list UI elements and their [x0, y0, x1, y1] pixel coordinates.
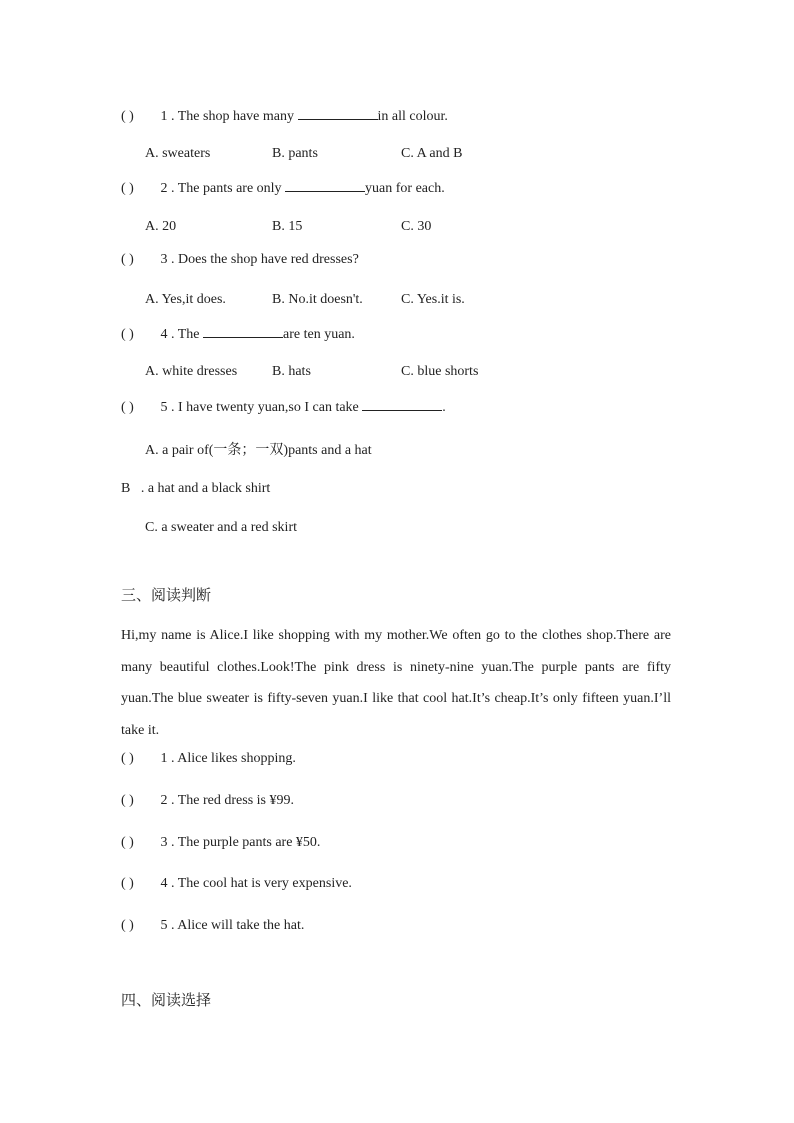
statement-number: 2	[160, 793, 168, 808]
question-text-after: are ten yuan.	[283, 327, 355, 342]
question-number: 1	[160, 109, 168, 124]
option-a[interactable]: A. a pair of(一条；一双)pants and a hat	[145, 443, 372, 458]
answer-paren[interactable]: ( )	[121, 876, 134, 891]
question-text-after: yuan for each.	[365, 181, 445, 196]
question-text: I have twenty yuan,so I can take	[178, 400, 359, 415]
option-b[interactable]: B. pants	[272, 146, 318, 161]
answer-paren[interactable]: ( )	[121, 252, 134, 267]
answer-paren[interactable]: ( )	[121, 181, 134, 196]
statement-3: ( ) 3 . The purple pants are ¥50.	[121, 835, 321, 850]
question-3: ( ) 3 . Does the shop have red dresses?	[121, 252, 359, 267]
option-c[interactable]: C. blue shorts	[401, 364, 479, 379]
answer-blank[interactable]	[298, 107, 378, 120]
answer-paren[interactable]: ( )	[121, 793, 134, 808]
statement-text: The purple pants are ¥50.	[177, 835, 321, 850]
question-1: ( ) 1 . The shop have many in all colour.	[121, 109, 448, 124]
section-heading: 三、阅读判断	[121, 586, 212, 604]
answer-paren[interactable]: ( )	[121, 109, 134, 124]
question-number: 5	[160, 400, 168, 415]
statement-number: 3	[160, 835, 168, 850]
statement-number: 4	[160, 876, 168, 891]
statement-2: ( ) 2 . The red dress is ¥99.	[121, 793, 295, 808]
option-a[interactable]: A. Yes,it does.	[145, 292, 226, 307]
answer-paren[interactable]: ( )	[121, 751, 134, 766]
option-b[interactable]: B . a hat and a black shirt	[121, 481, 271, 496]
question-number: 3	[160, 252, 168, 267]
answer-paren[interactable]: ( )	[121, 918, 134, 933]
option-a[interactable]: A. sweaters	[145, 146, 211, 161]
question-text: The	[177, 327, 200, 342]
statement-1: ( ) 1 . Alice likes shopping.	[121, 751, 296, 766]
option-b[interactable]: B. hats	[272, 364, 311, 379]
question-text-after: .	[442, 400, 446, 415]
question-5: ( ) 5 . I have twenty yuan,so I can take .	[121, 400, 446, 415]
answer-blank[interactable]	[362, 398, 442, 411]
section-heading: 四、阅读选择	[121, 991, 212, 1009]
statement-5: ( ) 5 . Alice will take the hat.	[121, 918, 305, 933]
answer-paren[interactable]: ( )	[121, 835, 134, 850]
question-text: The shop have many	[177, 109, 294, 124]
question-text: Does the shop have red dresses?	[178, 252, 359, 267]
statement-4: ( ) 4 . The cool hat is very expensive.	[121, 876, 352, 891]
option-a[interactable]: A. white dresses	[145, 364, 238, 379]
question-number: 4	[160, 327, 168, 342]
question-text: The pants are only	[177, 181, 282, 196]
question-2: ( ) 2 . The pants are only yuan for each.	[121, 181, 445, 196]
answer-paren[interactable]: ( )	[121, 400, 134, 415]
statement-text: The cool hat is very expensive.	[177, 876, 352, 891]
statement-text: Alice will take the hat.	[177, 918, 305, 933]
question-number: 2	[160, 181, 168, 196]
question-text-after: in all colour.	[377, 109, 448, 124]
answer-paren[interactable]: ( )	[121, 327, 134, 342]
statement-number: 5	[160, 918, 168, 933]
statement-number: 1	[160, 751, 168, 766]
option-b[interactable]: B. No.it doesn't.	[272, 292, 363, 307]
reading-passage: Hi,my name is Alice.I like shopping with my mother.We often go to the clothes shop.There are many beautiful clothes.Look!The pink dress is ninety-nine yuan.The purple pants are fifty yuan.The blue sweater is fifty-seven yuan.I like that cool hat.It’s cheap.It’s only fifteen yuan.I’ll take it.	[121, 628, 671, 738]
statement-text: The red dress is ¥99.	[177, 793, 295, 808]
answer-blank[interactable]	[285, 179, 365, 192]
option-c[interactable]: C. a sweater and a red skirt	[145, 520, 297, 535]
option-c[interactable]: C. Yes.it is.	[401, 292, 465, 307]
option-a[interactable]: A. 20	[145, 219, 177, 234]
option-c[interactable]: C. 30	[401, 219, 432, 234]
question-4: ( ) 4 . The are ten yuan.	[121, 327, 355, 342]
option-c[interactable]: C. A and B	[401, 146, 463, 161]
answer-blank[interactable]	[203, 325, 283, 338]
statement-text: Alice likes shopping.	[177, 751, 296, 766]
option-b[interactable]: B. 15	[272, 219, 303, 234]
